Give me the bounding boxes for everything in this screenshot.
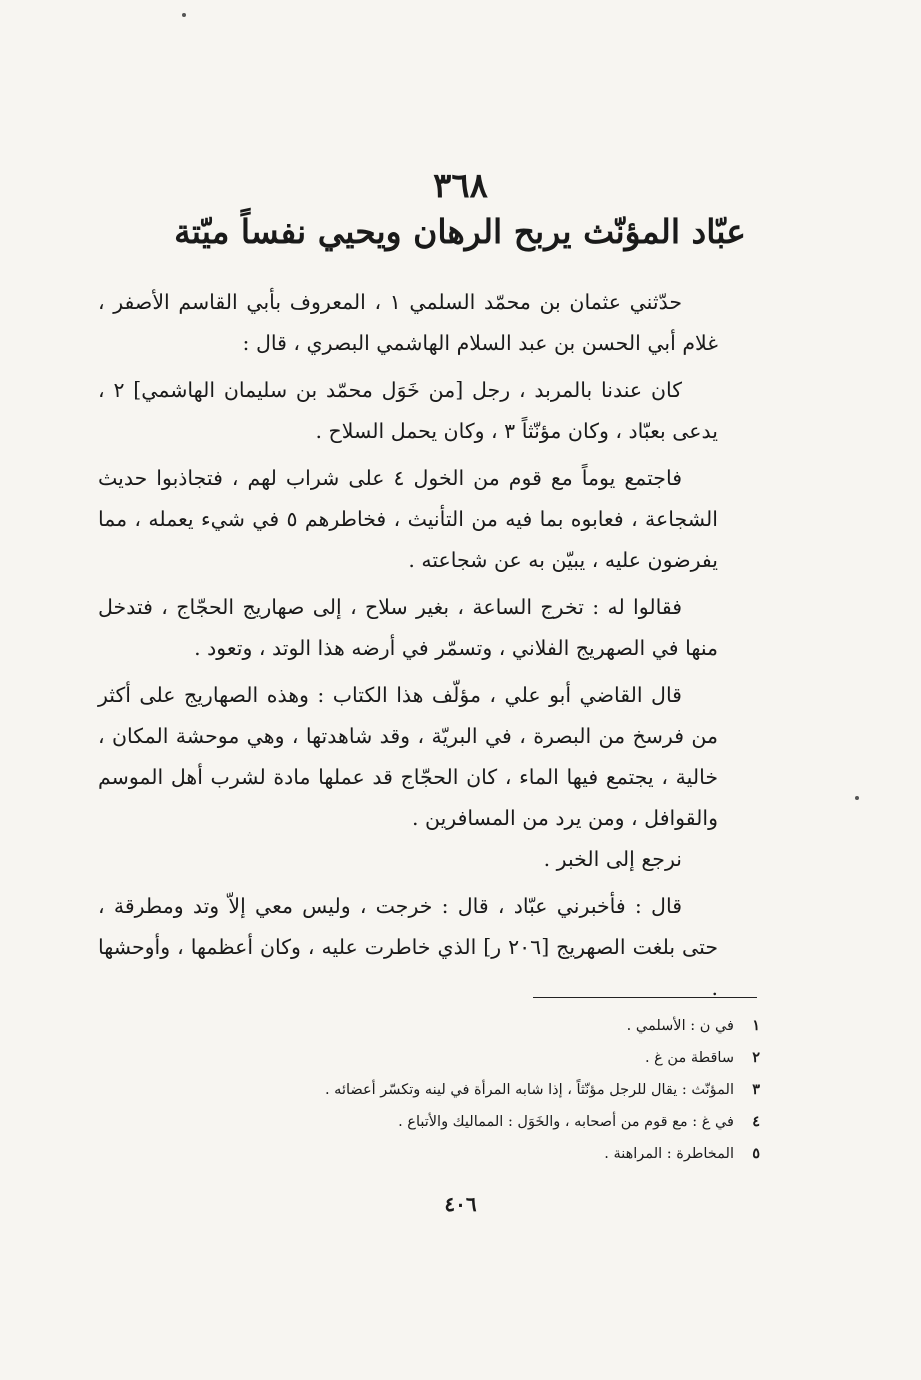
paragraph: حدّثني عثمان بن محمّد السلمي ١ ، المعروف بأبي القاسم الأصفر ، غلام أبي الحسن بن عبد السلام الهاشمي البصري ، قال : bbox=[98, 290, 718, 355]
footnote-number: ١ bbox=[752, 1017, 760, 1034]
paragraph: قال القاضي أبو علي ، مؤلّف هذا الكتاب : وهذه الصهاريج على أكثر من فرسخ من البصرة ، في البريّة ، وقد شاهدتها ، وهي موحشة المكان ، خالية ، يجتمع فيها الماء ، كان الحجّاج قد عملها مادة لشرب أهل الموسم والقوافل ، ومن يرد من المسافرين . bbox=[98, 683, 718, 830]
body-text bbox=[98, 282, 718, 1009]
story-number: ٣٦٨ bbox=[433, 166, 488, 206]
footnote-number: ٣ bbox=[752, 1081, 760, 1098]
footnote bbox=[300, 1074, 760, 1106]
footnote-number: ٥ bbox=[752, 1145, 760, 1162]
paragraph: فاجتمع يوماً مع قوم من الخول ٤ على شراب لهم ، فتجاذبوا حديث الشجاعة ، فعابوه بما فيه من التأنيث ، فخاطرهم ٥ في شيء يعمله ، مما يفرضون عليه ، يبيّن به عن شجاعته . bbox=[98, 466, 718, 572]
footnote bbox=[300, 1010, 760, 1042]
footnote-text: في ن : الأسلمي . bbox=[626, 1018, 734, 1034]
footnote-text: المخاطرة : المراهنة . bbox=[604, 1146, 734, 1162]
footnote bbox=[300, 1106, 760, 1138]
story-title: عبّاد المؤنّث يربح الرهان ويحيي نفساً ميّتة bbox=[174, 212, 746, 251]
footnote bbox=[300, 1042, 760, 1074]
paragraph: فقالوا له : تخرج الساعة ، بغير سلاح ، إلى صهاريج الحجّاج ، فتدخل منها في الصهريج الفلاني ، وتسمّر في أرضه هذا الوتد ، وتعود . bbox=[98, 595, 718, 660]
ink-speck bbox=[855, 796, 859, 800]
footnote-number: ٢ bbox=[752, 1049, 760, 1066]
ink-speck bbox=[182, 13, 186, 17]
page-number: ٤٠٦ bbox=[444, 1192, 477, 1216]
footnote-separator bbox=[533, 997, 757, 998]
paragraph: قال : فأخبرني عبّاد ، قال : خرجت ، وليس معي إلاّ وتد ومطرقة ، حتى بلغت الصهريج [٢٠٦ ر] الذي خاطرت عليه ، وكان أعظمها ، وأوحشها . bbox=[98, 894, 718, 1000]
footnote-number: ٤ bbox=[752, 1113, 760, 1130]
footnote bbox=[300, 1138, 760, 1170]
paragraph: كان عندنا بالمربد ، رجل [من خَوَل محمّد بن سليمان الهاشمي] ٢ ، يدعى بعبّاد ، وكان مؤنّثاً ٣ ، وكان يحمل السلاح . bbox=[98, 378, 718, 443]
footnote-text: في غ : مع قوم من أصحابه ، والخَوَل : المماليك والأتباع . bbox=[398, 1114, 734, 1130]
paragraph: نرجع إلى الخبر . bbox=[543, 847, 682, 871]
footnote-text: ساقطة من غ . bbox=[644, 1050, 734, 1066]
footnote-text: المؤنّث : يقال للرجل مؤنّثاً ، إذا شابه المرأة في لينه وتكسّر أعضائه . bbox=[324, 1082, 734, 1098]
footnotes bbox=[300, 1010, 760, 1170]
